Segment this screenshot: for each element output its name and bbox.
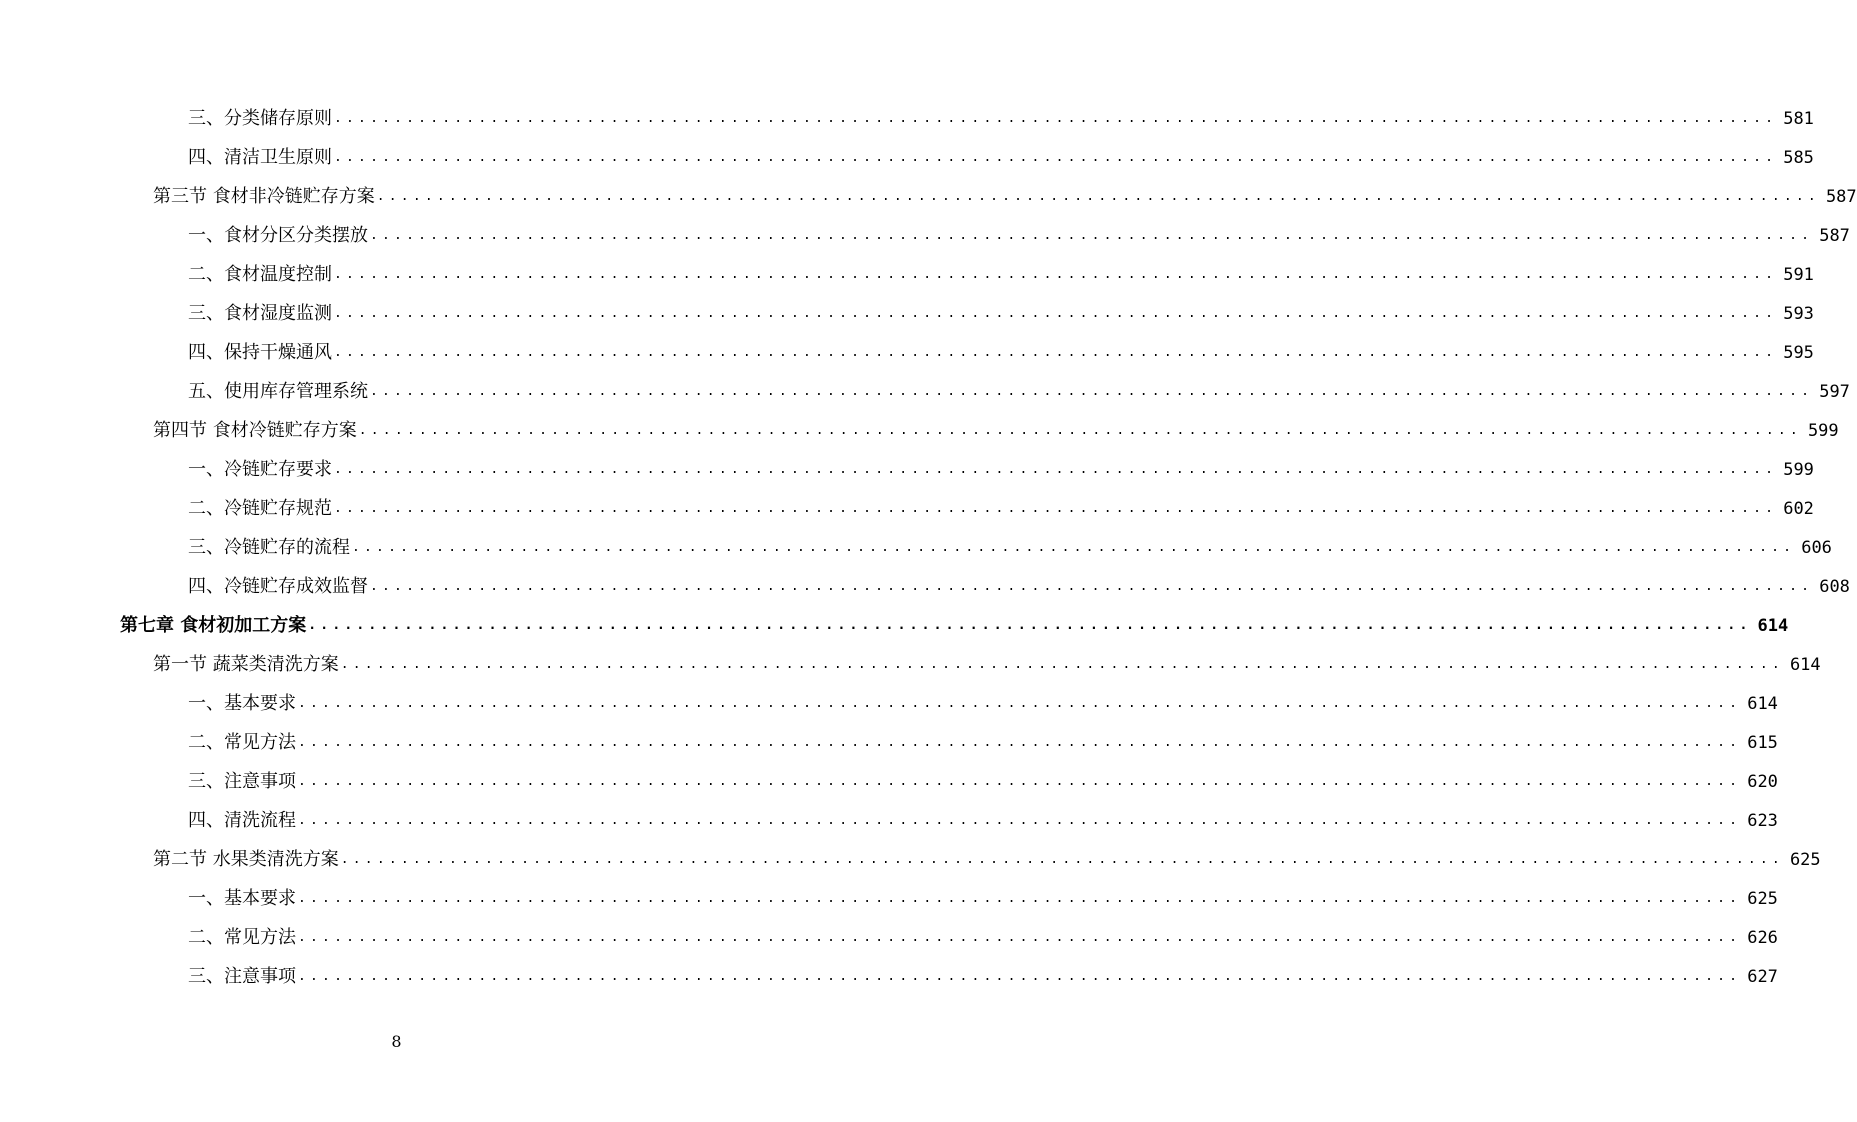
toc-entry-page: 620	[1747, 772, 1778, 792]
toc-entry-title: 二、常见方法	[188, 927, 296, 948]
toc-entry	[188, 218, 1850, 248]
toc-leader-dots: ........................................................................................................................	[370, 228, 1814, 243]
toc-entry-page: 585	[1783, 148, 1814, 168]
toc-entry-page: 587	[1825, 187, 1857, 207]
toc-leader-dots: ........................................................................................................................	[376, 189, 1820, 204]
toc-entry-title: 四、冷链贮存成效监督	[188, 576, 368, 597]
toc-entry-title: 二、常见方法	[188, 732, 296, 753]
toc-leader-dots: ........................................................................................................................	[298, 696, 1742, 711]
toc-leader-dots: ........................................................................................................................	[352, 540, 1796, 555]
toc-entry-page: 595	[1783, 343, 1814, 363]
toc-entry-title: 四、清洁卫生原则	[188, 147, 332, 168]
toc-entry-title: 三、冷链贮存的流程	[188, 537, 350, 558]
toc-entry-title: 一、食材分区分类摆放	[188, 225, 368, 246]
toc-leader-dots: ........................................................................................................................	[298, 930, 1742, 945]
toc-entry-page: 599	[1783, 460, 1814, 480]
toc-entry	[188, 530, 1832, 560]
toc-entry	[188, 374, 1850, 404]
toc-entry	[188, 491, 1814, 521]
toc-entry-page: 614	[1747, 694, 1778, 714]
toc-leader-dots: ........................................................................................................................	[298, 735, 1742, 750]
toc-entry-title: 第一节 蔬菜类清洗方案	[153, 654, 339, 675]
toc-leader-dots: ........................................................................................................................	[358, 423, 1802, 438]
toc-entry	[188, 257, 1814, 287]
toc-entry-page: 587	[1819, 226, 1850, 246]
toc-entry-page: 606	[1801, 538, 1832, 558]
toc-entry-title: 四、清洗流程	[188, 810, 296, 831]
toc-entry	[188, 725, 1778, 755]
toc-leader-dots: ........................................................................................................................	[334, 345, 1778, 360]
toc-entry-title: 三、分类储存原则	[188, 108, 332, 129]
toc-entry-page: 625	[1747, 889, 1778, 909]
toc-leader-dots: ........................................................................................................................	[340, 657, 1784, 672]
toc-entry-title: 一、基本要求	[188, 693, 296, 714]
toc-entry-page: 627	[1747, 967, 1778, 987]
toc-entry	[153, 842, 1821, 872]
toc-leader-dots: ........................................................................................................................	[334, 111, 1778, 126]
toc-entry	[153, 647, 1821, 677]
toc-entry-title: 三、注意事项	[188, 966, 296, 987]
toc-entry-title: 第四节 食材冷链贮存方案	[153, 420, 357, 441]
toc-leader-dots: ........................................................................................................................	[334, 306, 1778, 321]
toc-entry	[153, 413, 1839, 443]
toc-entry-page: 623	[1747, 811, 1778, 831]
toc-entry	[188, 452, 1814, 482]
toc-entry-title: 第二节 水果类清洗方案	[153, 849, 339, 870]
toc-entry-title: 二、食材温度控制	[188, 264, 332, 285]
toc-entry	[188, 881, 1778, 911]
toc-entry-title: 三、注意事项	[188, 771, 296, 792]
toc-entry-page: 602	[1783, 499, 1814, 519]
toc-leader-dots: ........................................................................................................................	[340, 852, 1784, 867]
toc-leader-dots: ........................................................................................................................	[334, 150, 1778, 165]
toc-entry	[188, 101, 1814, 131]
toc-leader-dots: ........................................................................................................................	[298, 969, 1742, 984]
toc-leader-dots: ........................................................................................................................	[334, 501, 1778, 516]
toc-entry-title: 二、冷链贮存规范	[188, 498, 332, 519]
toc-entry-page: 593	[1783, 304, 1814, 324]
toc-leader-dots: ........................................................................................................................	[370, 384, 1814, 399]
toc-entry-title: 第三节 食材非冷链贮存方案	[153, 186, 375, 207]
toc-entry-title: 三、食材湿度监测	[188, 303, 332, 324]
toc-entry-title: 一、基本要求	[188, 888, 296, 909]
toc-entry-page: 614	[1757, 616, 1789, 636]
toc-entry	[188, 569, 1850, 599]
toc-entry-page: 608	[1819, 577, 1850, 597]
toc-entry	[188, 764, 1778, 794]
toc-leader-dots: ........................................................................................................................	[298, 813, 1742, 828]
toc-entry-page: 626	[1747, 928, 1778, 948]
toc-entry-title: 第七章 食材初加工方案	[120, 615, 307, 636]
toc-chapter-entry	[120, 608, 1789, 638]
toc-entry	[188, 296, 1814, 326]
page-number: 8	[391, 1032, 402, 1051]
toc-entry-title: 四、保持干燥通风	[188, 342, 332, 363]
toc-leader-dots: ........................................................................................................................	[298, 891, 1742, 906]
toc-entry-page: 614	[1789, 655, 1821, 675]
toc-leader-dots: ........................................................................................................................	[308, 618, 1752, 633]
toc-entry-page: 591	[1783, 265, 1814, 285]
toc-entry-page: 581	[1783, 109, 1814, 129]
toc-entry	[188, 803, 1778, 833]
toc-entry-title: 一、冷链贮存要求	[188, 459, 332, 480]
toc-entry	[188, 140, 1814, 170]
toc-entry	[188, 335, 1814, 365]
toc-entry-page: 625	[1789, 850, 1821, 870]
toc-leader-dots: ........................................................................................................................	[334, 462, 1778, 477]
toc-entry-page: 599	[1807, 421, 1839, 441]
toc-leader-dots: ........................................................................................................................	[298, 774, 1742, 789]
toc-entry	[188, 959, 1778, 989]
toc-leader-dots: ........................................................................................................................	[370, 579, 1814, 594]
toc-entry	[188, 686, 1778, 716]
toc-entry	[153, 179, 1857, 209]
toc-entry-title: 五、使用库存管理系统	[188, 381, 368, 402]
toc-entry-page: 597	[1819, 382, 1850, 402]
toc-leader-dots: ........................................................................................................................	[334, 267, 1778, 282]
toc-entry	[188, 920, 1778, 950]
toc-entry-page: 615	[1747, 733, 1778, 753]
